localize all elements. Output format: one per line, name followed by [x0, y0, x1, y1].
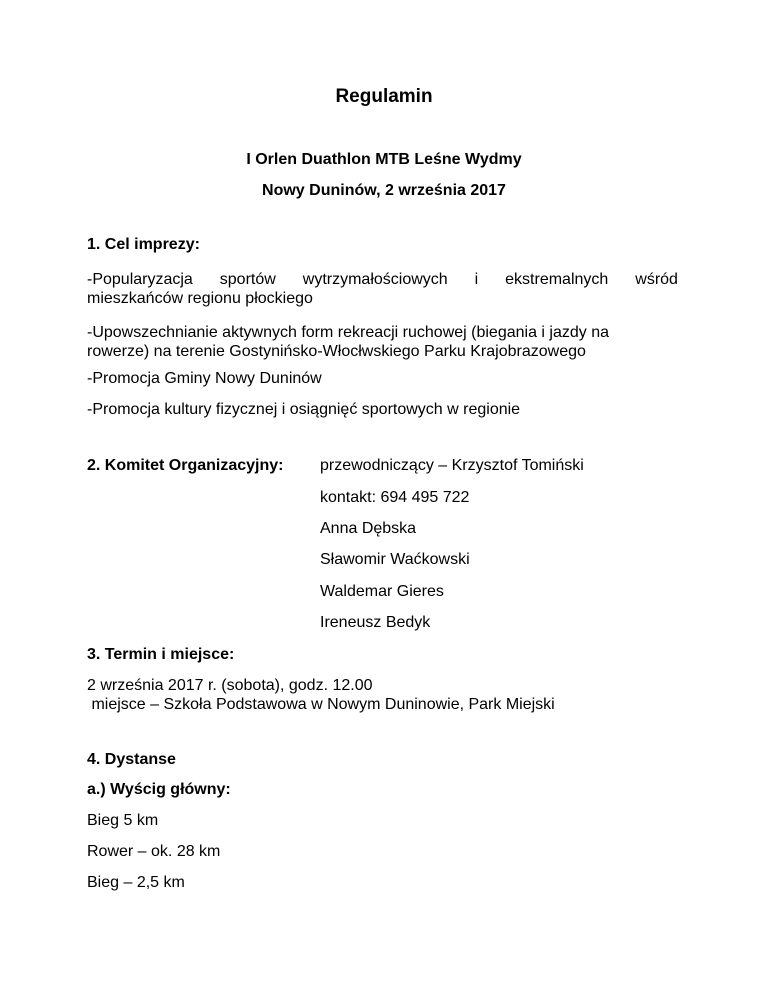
venue-line: miejsce – Szkoła Podstawowa w Nowym Duninowie, Park Miejski — [87, 696, 555, 713]
distance-item: Bieg – 2,5 km — [87, 874, 185, 891]
committee-member: przewodniczący – Krzysztof Tomiński — [320, 457, 584, 474]
goal-1 — [87, 272, 678, 288]
distance-item: Rower – ok. 28 km — [87, 843, 221, 860]
goal-1-word: ekstremalnych — [505, 271, 609, 288]
distance-item: Bieg 5 km — [87, 812, 159, 829]
committee-member: Ireneusz Bedyk — [320, 614, 431, 631]
section-2-heading: 2. Komitet Organizacyjny: — [87, 457, 284, 474]
committee-member: Sławomir Waćkowski — [320, 551, 470, 568]
goal-1-word: i — [474, 271, 479, 288]
goal-1-word: wśród — [635, 271, 678, 288]
event-place-date: Nowy Duninów, 2 września 2017 — [262, 182, 506, 199]
section-4-heading: 4. Dystanse — [87, 751, 176, 768]
goal-1-line-2: mieszkańców regionu płockiego — [87, 290, 313, 307]
main-race-subheading: a.) Wyścig główny: — [87, 781, 231, 798]
document-title: Regulamin — [335, 86, 433, 107]
goal-1-word: -Popularyzacja — [87, 271, 193, 288]
section-3-heading: 3. Termin i miejsce: — [87, 646, 235, 663]
committee-member: Waldemar Gieres — [320, 583, 444, 600]
committee-member: Anna Dębska — [320, 520, 417, 537]
event-name: I Orlen Duathlon MTB Leśne Wydmy — [246, 151, 522, 168]
committee-member: kontakt: 694 495 722 — [320, 489, 470, 506]
goal-4: -Promocja kultury fizycznej i osiągnięć sportowych w regionie — [87, 401, 521, 418]
goal-2-line-1: -Upowszechnianie aktywnych form rekreacji ruchowej (biegania i jazdy na — [87, 324, 610, 341]
goal-1-word: sportów — [219, 271, 276, 288]
goal-1-line-1 — [87, 272, 678, 288]
goal-3: -Promocja Gminy Nowy Duninów — [87, 370, 322, 387]
date-time-line: 2 września 2017 r. (sobota), godz. 12.00 — [87, 677, 373, 694]
goal-2-line-2: rowerze) na terenie Gostynińsko-Włocłwskiego Parku Krajobrazowego — [87, 343, 586, 360]
section-1-heading: 1. Cel imprezy: — [87, 236, 200, 253]
goal-1-word: wytrzymałościowych — [302, 271, 448, 288]
